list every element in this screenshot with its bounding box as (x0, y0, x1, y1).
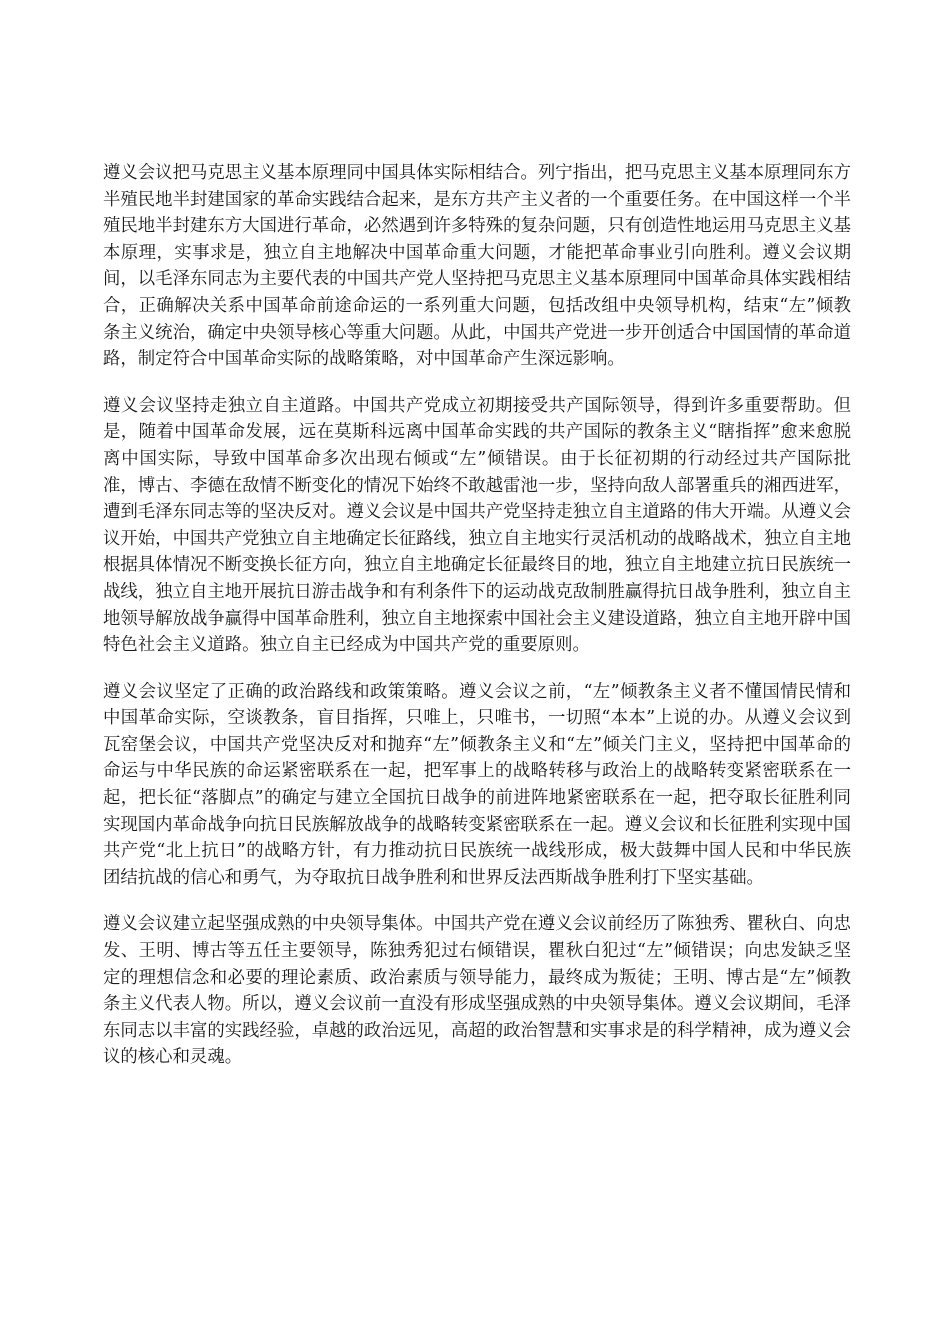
paragraph-central-leadership: 遵义会议建立起坚强成熟的中央领导集体。中国共产党在遵义会议前经历了陈独秀、瞿秋白、向忠发、王明、博古等五任主要领导，陈独秀犯过右倾错误，瞿秋白犯过“左”倾错误；向忠发缺乏坚定的理想信念和必要的理论素质、政治素质与领导能力，最终成为叛徒；王明、博古是“左”倾教条主义代表人物。所以，遵义会议前一直没有形成坚强成熟的中央领导集体。遵义会议期间，毛泽东同志以丰富的实践经验，卓越的政治远见，高超的政治智慧和实事求是的科学精神，成为遵义会议的核心和灵魂。 (103, 914, 851, 1068)
document-body (103, 160, 851, 1091)
paragraph-marxism-integration: 遵义会议把马克思主义基本原理同中国具体实际相结合。列宁指出，把马克思主义基本原理同东方半殖民地半封建国家的革命实践结合起来，是东方共产主义者的一个重要任务。在中国这样一个半殖民地半封建东方大国进行革命，必然遇到许多特殊的复杂问题，只有创造性地运用马克思主义基本原理，实事求是，独立自主地解决中国革命重大问题，才能把革命事业引向胜利。遵义会议期间，以毛泽东同志为主要代表的中国共产党人坚持把马克思主义基本原理同中国革命具体实践相结合，正确解决关系中国革命前途命运的一系列重大问题，包括改组中央领导机构，结束“左”倾教条主义统治，确定中央领导核心等重大问题。从此，中国共产党进一步开创适合中国国情的革命道路，制定符合中国革命实际的战略策略，对中国革命产生深远影响。 (103, 163, 851, 370)
paragraph-political-line: 遵义会议坚定了正确的政治路线和政策策略。遵义会议之前，“左”倾教条主义者不懂国情民情和中国革命实际，空谈教条，盲目指挥，只唯上，只唯书，一切照“本本”上说的办。从遵义会议到瓦窑堡会议，中国共产党坚决反对和抛弃“左”倾教条主义和“左”倾关门主义，坚持把中国革命的命运与中华民族的命运紧密联系在一起，把军事上的战略转移与政治上的战略转变紧密联系在一起，把长征“落脚点”的确定与建立全国抗日战争的前进阵地紧密联系在一起，把夺取长征胜利同实现国内革命战争向抗日民族解放战争的战略转变紧密联系在一起。遵义会议和长征胜利实现中国共产党“北上抗日”的战略方针，有力推动抗日民族统一战线形成，极大鼓舞中国人民和中华民族团结抗战的信心和勇气，为夺取抗日战争胜利和世界反法西斯战争胜利打下坚实基础。 (103, 681, 851, 888)
paragraph-independent-path: 遵义会议坚持走独立自主道路。中国共产党成立初期接受共产国际领导，得到许多重要帮助。但是，随着中国革命发展，远在莫斯科远离中国革命实践的共产国际的教条主义“瞎指挥”愈来愈脱离中国实际，导致中国革命多次出现右倾或“左”倾错误。由于长征初期的行动经过共产国际批准，博古、李德在敌情不断变化的情况下始终不敢越雷池一步，坚持向敌人部署重兵的湘西进军，遭到毛泽东同志等的坚决反对。遵义会议是中国共产党坚持走独立自主道路的伟大开端。从遵义会议开始，中国共产党独立自主地确定长征路线，独立自主地实行灵活机动的战略战术，独立自主地根据具体情况不断变换长征方向，独立自主地确定长征最终目的地，独立自主地建立抗日民族统一战线，独立自主地开展抗日游击战争和有利条件下的运动战克敌制胜赢得抗日战争胜利，独立自主地领导解放战争赢得中国革命胜利，独立自主地探索中国社会主义建设道路，独立自主地开辟中国特色社会主义道路。独立自主已经成为中国共产党的重要原则。 (103, 395, 851, 656)
